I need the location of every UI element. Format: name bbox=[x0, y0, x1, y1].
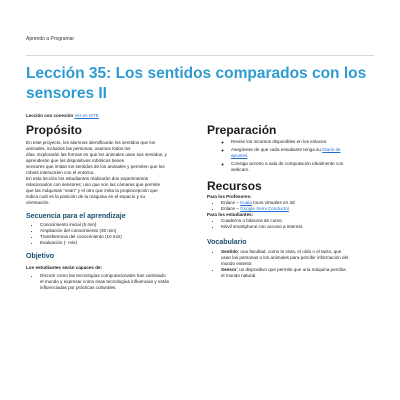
text-segment: tours virtuales en 3d bbox=[251, 200, 295, 205]
text-line: usan las personas o los animales para percibir información del bbox=[221, 255, 349, 260]
kuala-link[interactable]: Kuala bbox=[240, 200, 252, 205]
text-line: robots interactúen con el entorno. bbox=[26, 170, 95, 175]
objetivo-heading: Objetivo bbox=[26, 253, 55, 260]
text-line: En este proyecto, los alumnos identificarán los sentidos que los bbox=[26, 140, 156, 145]
list-item bbox=[231, 147, 377, 159]
objetivo-label: Los estudiantes serán capaces de: bbox=[26, 265, 103, 270]
text-segment: Enlace – bbox=[221, 206, 241, 211]
google-semi-conductor-link[interactable]: Google Semi Conductor bbox=[240, 206, 289, 211]
text-segment: . bbox=[288, 206, 291, 211]
estudiantes-list bbox=[207, 218, 377, 230]
text-line: que las máquinas "vean" y el otro que imita la propiocepción que bbox=[26, 188, 158, 193]
text-line: En esta lección los estudiantes realizarán dos experimentos bbox=[26, 176, 149, 181]
proposito-paragraph-1 bbox=[26, 140, 190, 176]
list-item: • Evaluación (- min) bbox=[40, 240, 190, 246]
text-line: relacionados con sensores; uno que son las cámaras que permite bbox=[26, 182, 161, 187]
list-item bbox=[221, 249, 377, 267]
secuencia-heading: Secuencia para el aprendizaje bbox=[26, 213, 126, 220]
vocab-term: Sensor bbox=[221, 267, 237, 272]
breadcrumb: Aprendo a Programar bbox=[26, 36, 75, 42]
preparacion-heading: Preparación bbox=[207, 123, 277, 137]
text-line: Discutir como las tecnologías computacionales han cambiado bbox=[40, 273, 166, 278]
text-line: animales, incluidos las personas, usamos todos los bbox=[26, 146, 131, 151]
vocabulario-heading: Vocabulario bbox=[207, 239, 247, 246]
header-divider bbox=[26, 55, 374, 56]
profesores-label: Para los Profesores: bbox=[207, 194, 252, 199]
text-line: indica cuál es la posición de la máquina en el espacio y su bbox=[26, 194, 146, 199]
preparacion-list bbox=[207, 139, 377, 173]
connection-line bbox=[26, 113, 99, 118]
text-line: días. Explorarán las formas en que los animales usan sus sentidos, y bbox=[26, 152, 167, 157]
text-line: : una facultad, como la vista, el oído o el tacto, que bbox=[237, 249, 342, 254]
text-line: orientación. bbox=[26, 200, 50, 205]
left-column bbox=[26, 123, 190, 291]
proposito-paragraph-2 bbox=[26, 176, 190, 206]
right-column bbox=[207, 123, 377, 279]
vocab-term: Sentido bbox=[221, 249, 238, 254]
page-title: Lección 35: Los sentidos comparados con los sensores II bbox=[26, 65, 367, 102]
link-text: apuntes bbox=[231, 153, 248, 158]
profesores-list bbox=[207, 200, 377, 212]
text-line: el mundo natural. bbox=[221, 273, 257, 278]
list-item: • Transferencia del conocimiento (10 min) bbox=[40, 234, 190, 240]
text-line: mundo exterior. bbox=[221, 261, 253, 266]
recursos-heading: Recursos bbox=[207, 179, 262, 193]
text-line: el mundo y expresar como esas tecnologías influencian y están bbox=[40, 279, 170, 284]
text-segment: Asegúrese de que cada estudiante tenga su bbox=[231, 147, 321, 152]
text-line: aprenderán que los dispositivos robóticos tienen bbox=[26, 158, 125, 163]
list-item: ◦ Revise los recursos disponibles en los enlaces. bbox=[231, 139, 377, 145]
list-item: • Conocimiento inicial (5 min) bbox=[40, 222, 190, 228]
text-line: webcam. bbox=[231, 167, 250, 172]
connection-label: Lección con conexión bbox=[26, 113, 74, 118]
text-line: influenciadas por prácticas culturales. bbox=[40, 285, 117, 290]
list-item: • Móvil smartphone con acceso a internet. bbox=[221, 224, 377, 230]
list-item bbox=[221, 267, 377, 279]
text-line: sensores que imitan los sentidos de los animales y permiten que los bbox=[26, 164, 165, 169]
proposito-heading: Propósito bbox=[26, 123, 82, 137]
list-item bbox=[231, 161, 377, 173]
text-segment: Enlace – bbox=[221, 200, 241, 205]
secuencia-list bbox=[26, 222, 190, 246]
list-item bbox=[40, 273, 190, 291]
list-item: • Cuaderno o bitácora de curso. bbox=[221, 218, 377, 224]
estudiantes-label: Para los estudiantes: bbox=[207, 212, 254, 217]
text-line: Consiga acceso a sala de computación idealmente con bbox=[231, 161, 344, 166]
list-item: • Ampliación del conocimiento (30 min) bbox=[40, 228, 190, 234]
vocabulario-list bbox=[207, 249, 377, 279]
objetivo-list bbox=[26, 273, 190, 291]
iste-link[interactable]: Ver en ISTE bbox=[74, 113, 99, 118]
link-text: Diario de bbox=[322, 147, 341, 152]
text-segment: . bbox=[247, 153, 249, 158]
text-line: : un dispositivo que permite que una máquina perciba bbox=[236, 267, 346, 272]
